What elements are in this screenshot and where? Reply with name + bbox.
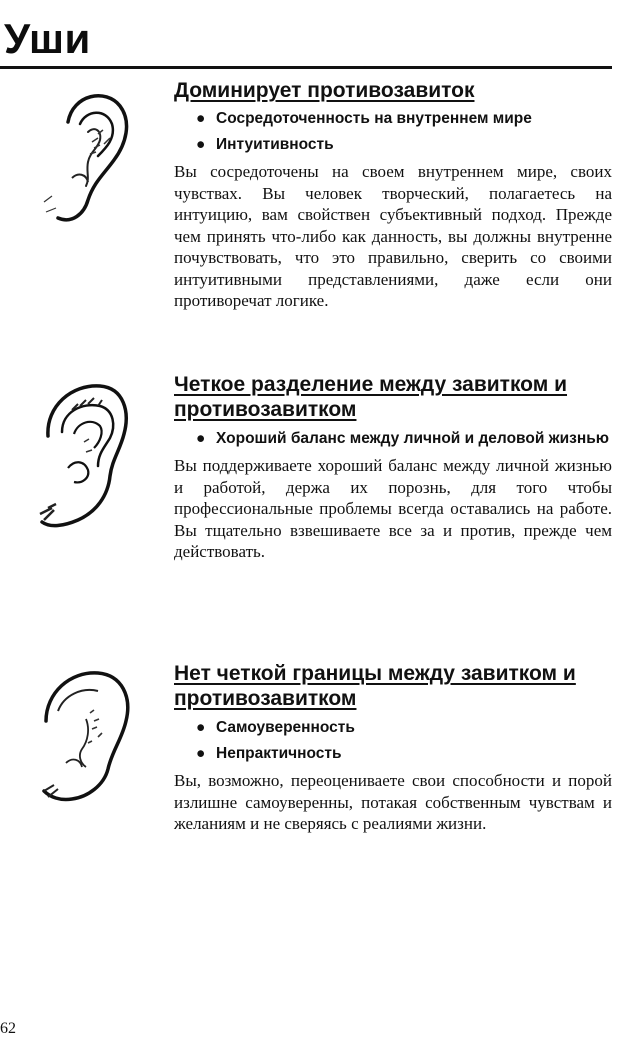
bullet-item: ● Хороший баланс между личной и деловой жизнью	[196, 430, 610, 447]
bullet-item: ● Интуитивность	[196, 136, 334, 153]
section-body: Вы, возможно, переоцениваете свои способности и порой излишне самоуверенны, потакая собственным чувствам и желаниям и не сверяясь с реалиями жизни.	[174, 771, 612, 833]
section-content	[174, 661, 612, 835]
bullet-dot-icon: ●	[196, 745, 206, 762]
bullet-item: ● Сосредоточенность на внутреннем мире	[196, 110, 532, 127]
bullet-dot-icon: ●	[196, 719, 206, 736]
bullet-item: ● Самоуверенность	[196, 719, 355, 736]
section-content	[174, 372, 612, 563]
section-heading: Четкое разделение между завитком и противозавитком	[174, 373, 568, 421]
bullet-dot-icon: ●	[196, 430, 206, 447]
ear-antihelix-dominant-icon	[28, 82, 146, 232]
page-title: Уши	[4, 15, 91, 62]
section-heading: Нет четкой границы между завитком и противозавитком	[174, 662, 576, 710]
ear-no-boundary-icon	[28, 663, 146, 813]
bullet-dot-icon: ●	[196, 136, 206, 153]
title-divider	[0, 66, 612, 69]
page-number: 62	[0, 1020, 16, 1037]
bullet-dot-icon: ●	[196, 110, 206, 127]
section-heading: Доминирует противозавиток	[174, 79, 475, 102]
bullet-item: ● Непрактичность	[196, 745, 342, 762]
bullet-list	[174, 109, 612, 155]
section-body: Вы сосредоточены на своем внутреннем мире, своих чувствах. Вы человек творческий, полагаетесь на интуицию, вам свойствен субъективный подход. Прежде чем принять что-либо как данность, вы должны внутренне почувствовать, что это правильно, сверить со своими интуитивными представлениями, даже если они противоречат логике.	[174, 162, 612, 310]
section-body: Вы поддерживаете хороший баланс между личной жизнью и работой, держа их порознь, для того чтобы профессиональные проблемы всегда оставались на работе. Вы тщательно взвешиваете все за и против, прежде чем действовать.	[174, 456, 612, 561]
section-content	[174, 78, 612, 312]
ear-clear-separation-icon	[28, 376, 146, 536]
bullet-list	[174, 429, 612, 449]
bullet-list	[174, 718, 612, 764]
